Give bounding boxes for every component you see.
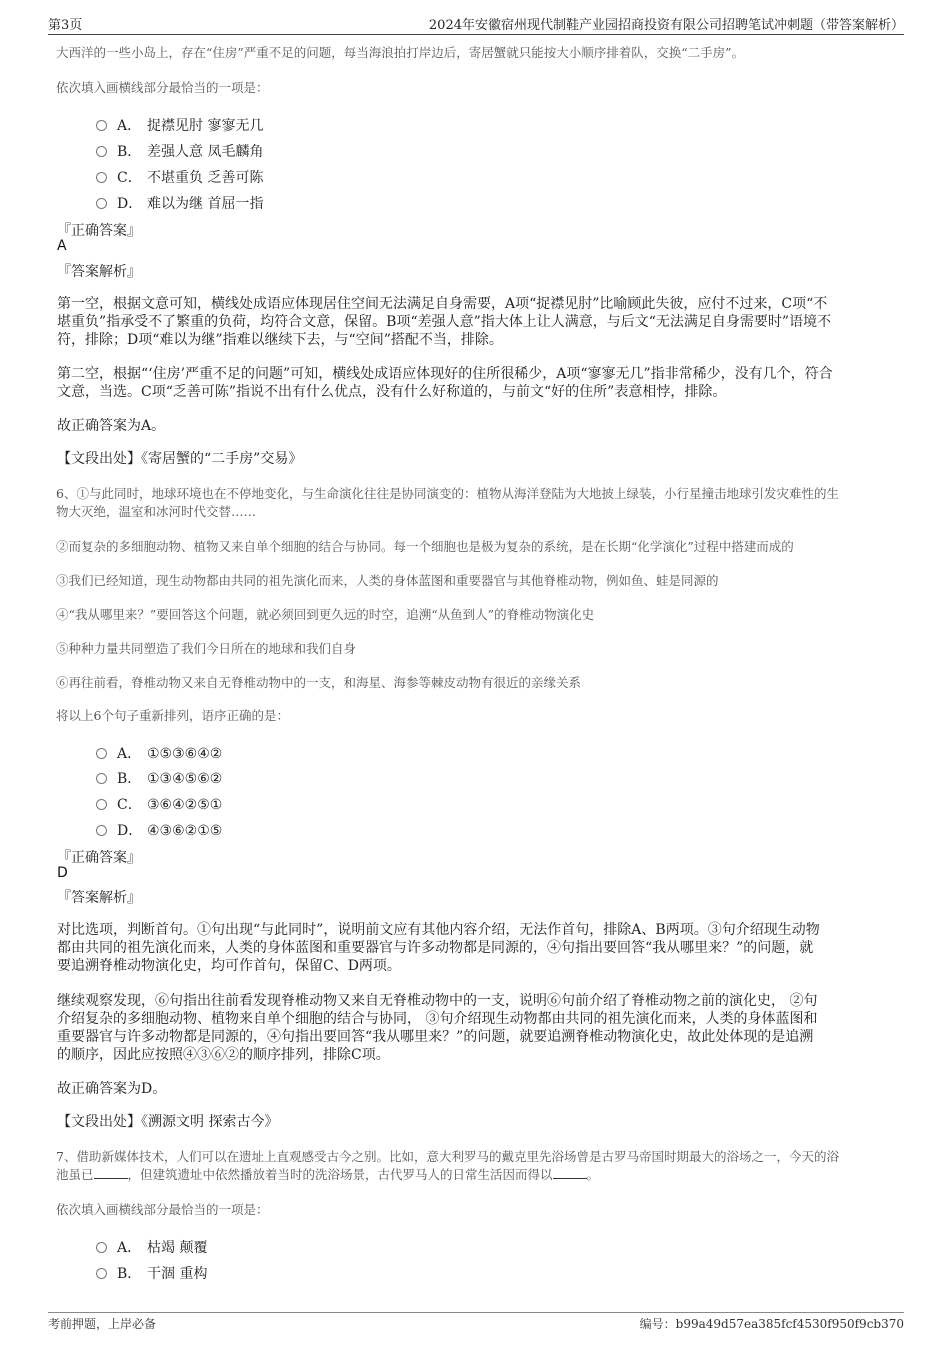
q5-answer: A — [57, 238, 67, 254]
q7-stem-l2: 池虽已 ，但建筑遗址中依然播放着当时的洗浴场景，古代罗马人的日常生活因而得以 。 — [56, 1167, 600, 1182]
fill-blank-1[interactable] — [94, 1166, 128, 1179]
q6-analysis-p2-l2: 介绍复杂的多细胞动物、植物来自单个细胞的结合与协同， ③句介绍现生动物都由共同的祖先演化而来，人类的身体蓝图和 — [57, 1011, 818, 1027]
radio-icon[interactable] — [96, 1268, 107, 1279]
q6-option-a[interactable]: A． ①⑤③⑥④② — [96, 743, 222, 763]
q6-analysis-p2-l1: 继续观察发现，⑥句指出往前看发现脊椎动物又来自无脊椎动物中的一支，说明⑥句前介绍了脊椎动物之前的演化史， ②句 — [57, 993, 818, 1009]
document-code: 编号：b99a49d57ea385fcf4530f950f9cb370 — [639, 1317, 904, 1331]
q5-conclusion: 故正确答案为A。 — [57, 418, 166, 434]
radio-icon[interactable] — [96, 146, 107, 157]
radio-icon[interactable] — [96, 198, 107, 209]
q6-analysis-p1-l2: 都由共同的祖先演化而来，人类的身体蓝图和重要器官与许多动物都是同源的，④句指出要回答“我从哪里来？”的问题，就 — [57, 940, 814, 956]
page-number: 第3页 — [48, 18, 83, 33]
q5-source: 【文段出处】《寄居蟹的“二手房”交易》 — [57, 451, 303, 467]
radio-icon[interactable] — [96, 773, 107, 784]
q6-option-c[interactable]: C． ③⑥④②⑤① — [96, 794, 222, 814]
radio-icon[interactable] — [96, 799, 107, 810]
q6-sentence-1-l2: 物大灭绝，温室和冰河时代交替…… — [56, 504, 257, 519]
q6-analysis-p2-l4: 的顺序，因此应按照④③⑥②的顺序排列，排除C项。 — [57, 1047, 390, 1063]
q5-context: 大西洋的一些小岛上，存在“住房”严重不足的问题，每当海浪拍打岸边后，寄居蟹就只能按大小顺序排着队，交换“二手房”。 — [56, 45, 745, 60]
radio-icon[interactable] — [96, 825, 107, 836]
fill-blank-2[interactable] — [553, 1166, 587, 1179]
q5-answer-label: 『正确答案』 — [57, 223, 141, 239]
q6-sentence-2: ②而复杂的多细胞动物、植物又来自单个细胞的结合与协同。每一个细胞也是极为复杂的系统，是在长期“化学演化”过程中搭建而成的 — [56, 539, 794, 554]
q6-option-b[interactable]: B． ①③④⑤⑥② — [96, 768, 222, 788]
q6-option-d[interactable]: D． ④③⑥②①⑤ — [96, 820, 222, 840]
q6-sentence-5: ⑤种种力量共同塑造了我们今日所在的地球和我们自身 — [56, 641, 357, 656]
q5-option-a[interactable]: A． 捉襟见肘 寥寥无几 — [96, 115, 263, 135]
document-title: 2024年安徽宿州现代制鞋产业园招商投资有限公司招聘笔试冲刺题（带答案解析） — [428, 18, 904, 33]
q5-analysis-p1-l1: 第一空，根据文意可知，横线处成语应体现居住空间无法满足自身需要，A项“捉襟见肘”比喻顾此失彼，应付不过来，C项“不 — [57, 296, 828, 312]
q6-analysis-p1-l3: 要追溯脊椎动物演化史，均可作首句，保留C、D两项。 — [57, 958, 401, 974]
q6-sentence-3: ③我们已经知道，现生动物都由共同的祖先演化而来，人类的身体蓝图和重要器官与其他脊椎动物，例如鱼、蛙是同源的 — [56, 573, 719, 588]
q5-option-d[interactable]: D． 难以为继 首屈一指 — [96, 193, 263, 213]
q6-sentence-1-l1: 6、①与此同时，地球环境也在不停地变化，与生命演化往往是协同演变的：植物从海洋登陆为大地披上绿装，小行星撞击地球引发灾难性的生 — [56, 486, 839, 501]
q6-analysis-p1-l1: 对比选项，判断首句。①句出现“与此同时”，说明前文应有其他内容介绍，无法作首句，排除A、B两项。③句介绍现生动物 — [57, 922, 820, 938]
q6-sentence-6: ⑥再往前看，脊椎动物又来自无脊椎动物中的一支，和海星、海参等棘皮动物有很近的亲缘关系 — [56, 675, 582, 690]
page-footer — [48, 1312, 904, 1331]
q5-option-c[interactable]: C． 不堪重负 乏善可陈 — [96, 167, 263, 187]
q5-analysis-label: 『答案解析』 — [57, 264, 141, 280]
page-header — [48, 14, 904, 35]
q7-stem-l1: 7、借助新媒体技术，人们可以在遗址上直观感受古今之别。比如，意大利罗马的戴克里先浴场曾是古罗马帝国时期最大的浴场之一，今天的浴 — [56, 1149, 839, 1164]
q6-prompt: 将以上6个句子重新排列，语序正确的是： — [56, 708, 289, 723]
q7-option-b[interactable]: B． 干涸 重构 — [96, 1263, 207, 1283]
radio-icon[interactable] — [96, 748, 107, 759]
q5-option-b[interactable]: B． 差强人意 凤毛麟角 — [96, 141, 263, 161]
q5-analysis-p1-l2: 堪重负”指承受不了繁重的负荷，均符合文意，保留。B项“差强人意”指大体上让人满意，与后文“无法满足自身需要时”语境不 — [57, 314, 832, 330]
q6-analysis-label: 『答案解析』 — [57, 890, 141, 906]
radio-icon[interactable] — [96, 172, 107, 183]
q7-option-a[interactable]: A． 枯竭 颠覆 — [96, 1237, 207, 1257]
q6-conclusion: 故正确答案为D。 — [57, 1081, 167, 1097]
q5-analysis-p2-l1: 第二空，根据“‘住房’严重不足的问题”可知，横线处成语应体现好的住所很稀少，A项“寥寥无几”指非常稀少，没有几个，符合 — [57, 366, 833, 382]
radio-icon[interactable] — [96, 1242, 107, 1253]
radio-icon[interactable] — [96, 120, 107, 131]
q6-answer: D — [57, 865, 68, 881]
q7-prompt: 依次填入画横线部分最恰当的一项是： — [56, 1202, 269, 1217]
footer-slogan: 考前押题，上岸必备 — [48, 1317, 157, 1331]
q6-sentence-4: ④“我从哪里来？”要回答这个问题，就必须回到更久远的时空，追溯“从鱼到人”的脊椎动物演化史 — [56, 607, 595, 622]
q6-analysis-p2-l3: 重要器官与许多动物都是同源的，④句指出要回答“我从哪里来？”的问题，就要追溯脊椎动物演化史，故此处体现的是追溯 — [57, 1029, 814, 1045]
q5-analysis-p1-l3: 符，排除；D项“难以为继”指难以继续下去，与“空间”搭配不当，排除。 — [57, 332, 503, 348]
q6-answer-label: 『正确答案』 — [57, 850, 141, 866]
q6-source: 【文段出处】《溯源文明 探索古今》 — [57, 1114, 279, 1130]
q5-analysis-p2-l2: 文意，当选。C项“乏善可陈”指说不出有什么优点，没有什么好称道的，与前文“好的住所”表意相悖，排除。 — [57, 384, 727, 400]
q5-prompt: 依次填入画横线部分最恰当的一项是： — [56, 80, 269, 95]
